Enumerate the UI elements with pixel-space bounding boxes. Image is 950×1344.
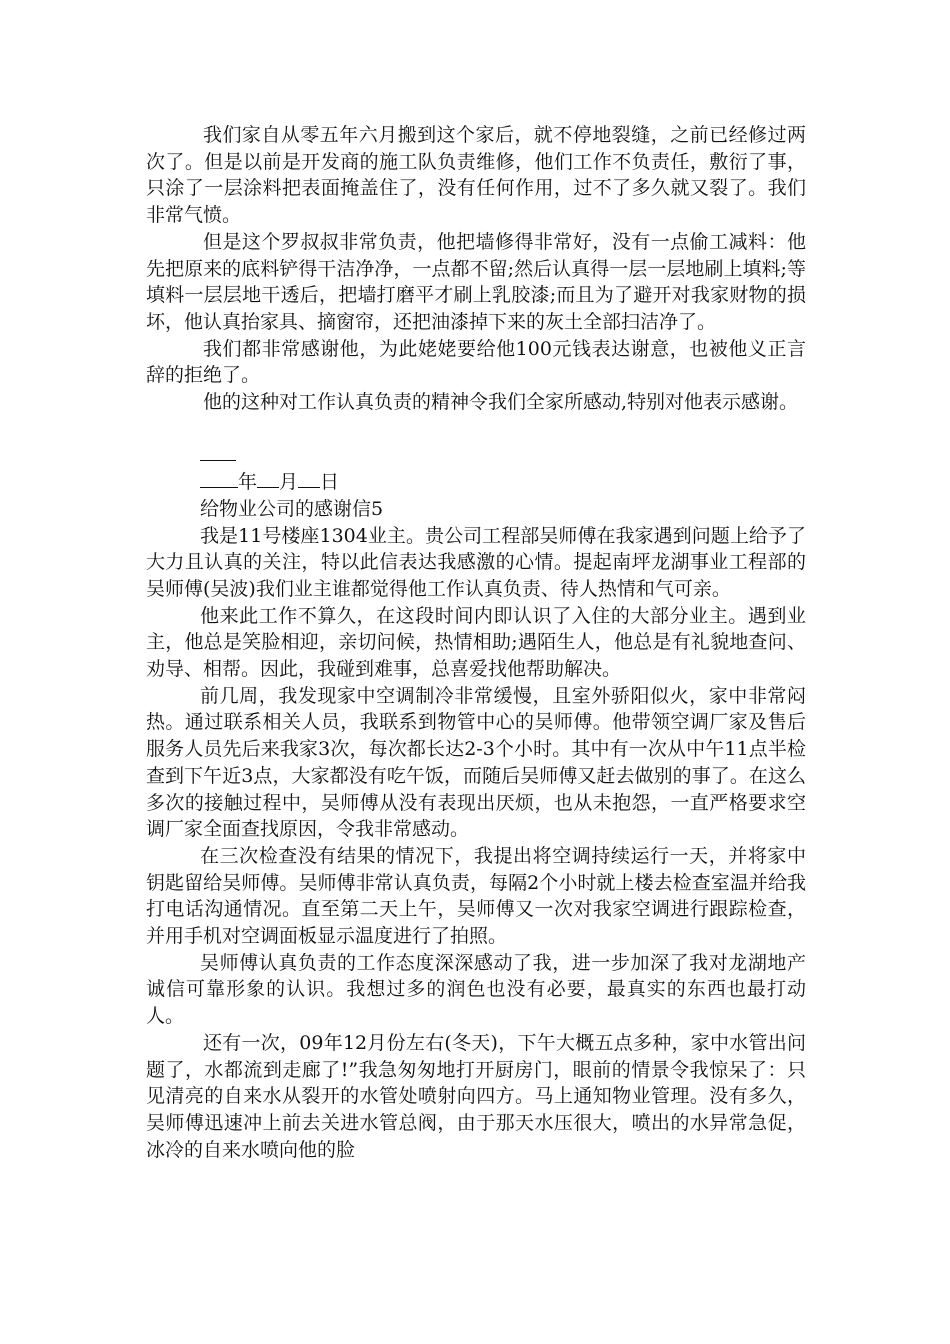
paragraph: 在三次检查没有结果的情况下，我提出将空调持续运行一天，并将家中钥匙留给吴师傅。吴师傅非常认真负责，每隔2个小时就上楼去检查室温并给我打电话沟通情况。直至第二天上午，吴师傅又一次对我家空调进行跟踪检查，并用手机对空调面板显示温度进行了拍照。	[146, 844, 806, 948]
paragraph: 但是这个罗叔叔非常负责，他把墙修得非常好，没有一点偷工减料：他先把原来的底料铲得干洁净净，一点都不留;然后认真得一层一层地刷上填料;等填料一层层地干透后，把墙打磨平才刷上乳胶漆;而且为了避开对我家财物的损坏，他认真抬家具、摘窗帘，还把油漆掉下来的灰土全部扫洁净了。	[146, 230, 806, 333]
paragraph: 他来此工作不算久，在这段时间内即认识了入住的大部分业主。遇到业主，他总是笑脸相迎，亲切问候，热情相助;遇陌生人，他总是有礼貌地查问、劝导、相帮。因此，我碰到难事，总喜爱找他帮助解决。	[146, 604, 806, 681]
letter-title: 给物业公司的感谢信5	[200, 497, 384, 520]
document-page	[146, 122, 806, 1163]
day-blank	[298, 487, 320, 488]
day-label: 日	[320, 471, 340, 494]
signature-blank	[146, 442, 806, 469]
blank-line	[146, 416, 806, 443]
year-blank	[200, 487, 238, 488]
month-label: 月	[279, 471, 299, 494]
paragraph: 吴师傅认真负责的工作态度深深感动了我，进一步加深了我对龙湖地产诚信可靠形象的认识。我想过多的润色也没有必要，最真实的东西也最打动人。	[146, 951, 806, 1028]
paragraph: 我们家自从零五年六月搬到这个家后，就不停地裂缝，之前已经修过两次了。但是以前是开发商的施工队负责维修，他们工作不负责任，敷衍了事，只涂了一层涂料把表面掩盖住了，没有任何作用，过不了多久就又裂了。我们非常气愤。	[146, 124, 806, 227]
paragraph: 我是11号楼座1304业主。贵公司工程部吴师傅在我家遇到问题上给予了大力且认真的关注，特以此信表达我感激的心情。提起南坪龙湖事业工程部的吴师傅(吴波)我们业主谁都觉得他工作认真负责、待人热情和气可亲。	[146, 524, 806, 600]
date-line	[146, 469, 806, 496]
month-blank	[257, 487, 279, 488]
year-label: 年	[238, 471, 258, 494]
paragraph: 前几周，我发现家中空调制冷非常缓慢，且室外骄阳似火，家中非常闷热。通过联系相关人员，我联系到物管中心的吴师傅。他带领空调厂家及售后服务人员先后来我家3次，每次都长达2-3个小时。其中有一次从中午11点半检查到下午近3点，大家都没有吃午饭，而随后吴师傅又赶去做别的事了。在这么多次的接触过程中，吴师傅从没有表现出厌烦，也从未抱怨，一直严格要求空调厂家全面查找原因，令我非常感动。	[146, 684, 806, 841]
paragraph: 他的这种对工作认真负责的精神令我们全家所感动,特别对他表示感谢。	[203, 391, 799, 414]
paragraph: 还有一次，09年12月份左右(冬天)，下午大概五点多种，家中水管出问题了，水都流到走廊了!”我急匆匆地打开厨房门，眼前的情景令我惊呆了：只见清亮的自来水从裂开的水管处喷射向四方。马上通知物业管理。没有多久，吴师傅迅速冲上前去关进水管总阀，由于那天水压很大，喷出的水异常急促，冰冷的自来水喷向他的脸	[146, 1031, 806, 1161]
paragraph: 我们都非常感谢他，为此姥姥要给他100元钱表达谢意，也被他义正言辞的拒绝了。	[146, 337, 806, 387]
